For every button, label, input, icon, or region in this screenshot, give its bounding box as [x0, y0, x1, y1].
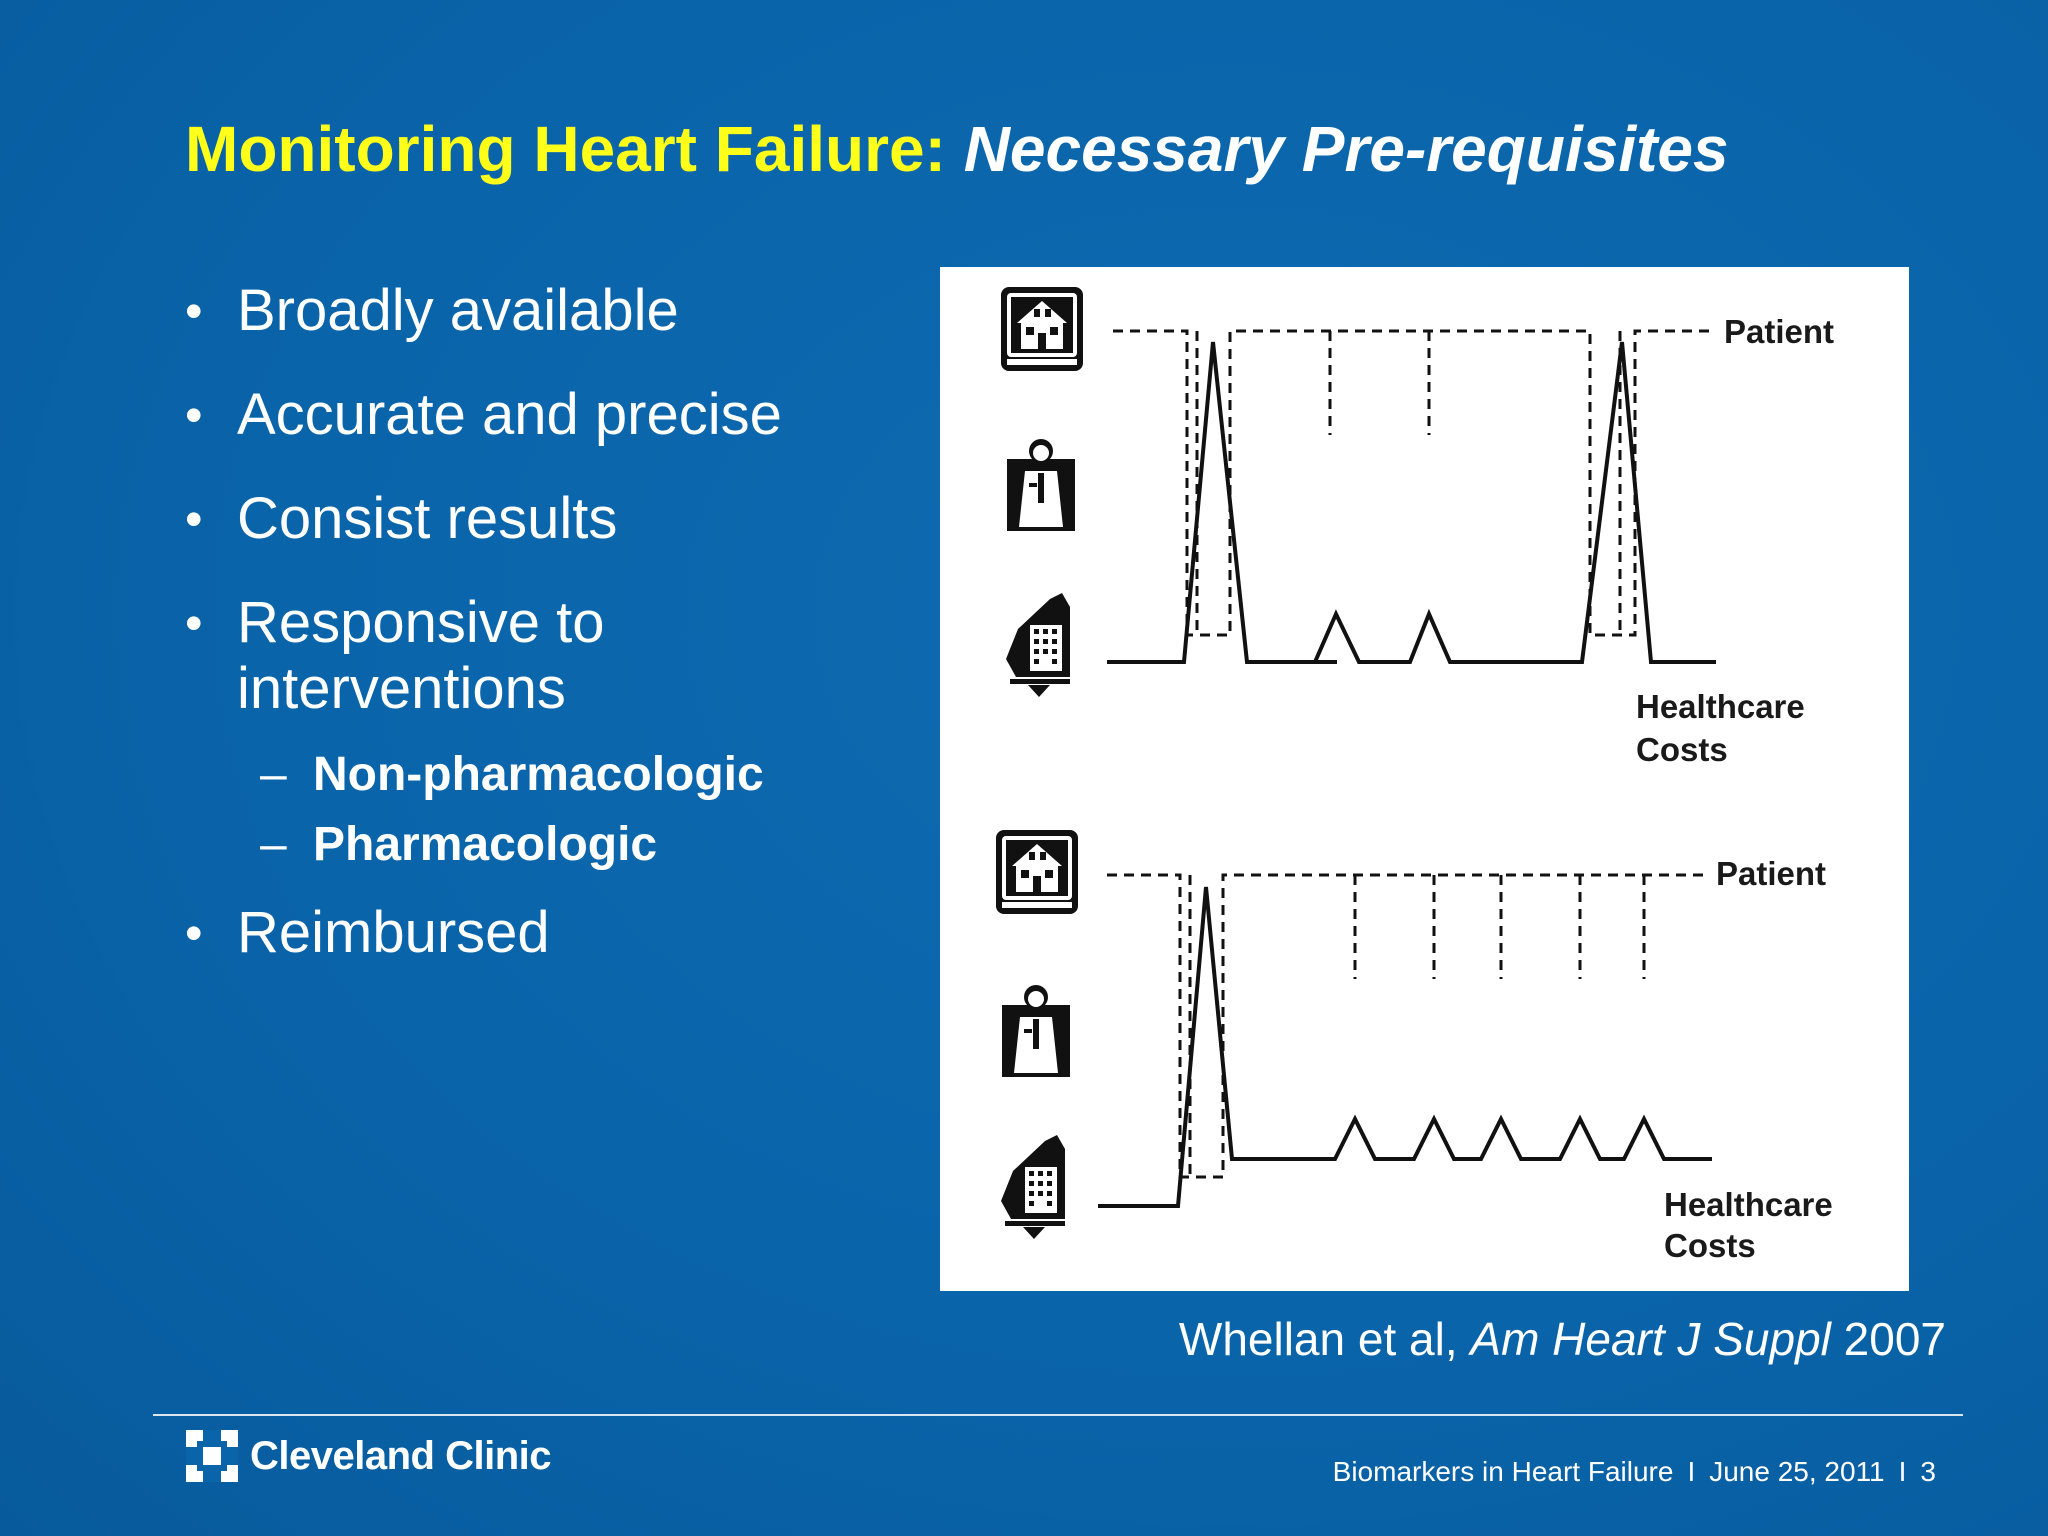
physician-icon — [1002, 985, 1070, 1077]
footer-date: June 25, 2011 — [1709, 1456, 1885, 1487]
costs-label-bottom-line1: Healthcare — [1664, 1186, 1833, 1223]
bullet-list — [185, 278, 885, 1004]
sub-bullet-item — [185, 746, 885, 804]
slide-title — [185, 112, 1729, 186]
sub-bullet-dash: – — [260, 748, 287, 801]
citation-year: 2007 — [1843, 1313, 1946, 1365]
home-icon — [1001, 287, 1083, 371]
title-main: Monitoring Heart Failure: — [185, 113, 946, 185]
costs-label-top-line1: Healthcare — [1636, 688, 1805, 725]
bullet-item — [185, 382, 885, 448]
footer-divider — [153, 1414, 1963, 1416]
footer-separator: I — [1687, 1456, 1696, 1487]
cleveland-clinic-logo — [186, 1430, 551, 1482]
bullet-dot: • — [185, 491, 203, 547]
bullet-dot: • — [185, 387, 203, 443]
bullet-text: Responsive to interventions — [237, 590, 605, 721]
slide-footer — [1333, 1456, 1936, 1488]
citation — [1179, 1312, 1946, 1366]
care-costs-figure — [940, 267, 1909, 1291]
bullet-item — [185, 590, 667, 722]
bullet-item — [185, 900, 885, 966]
sub-bullet-item — [185, 816, 885, 874]
bullet-dot: • — [185, 595, 203, 651]
bullet-item — [185, 278, 885, 344]
sub-bullet-text: Non-pharmacologic — [313, 748, 764, 801]
hospital-icon — [1006, 593, 1070, 697]
home-icon — [996, 830, 1078, 914]
sub-bullet-dash: – — [260, 818, 287, 871]
cleveland-clinic-logo-icon — [186, 1430, 238, 1482]
title-italic: Necessary Pre-requisites — [963, 113, 1729, 185]
bullet-item — [185, 486, 885, 552]
bullet-text: Accurate and precise — [237, 382, 782, 447]
patient-label-top: Patient — [1724, 313, 1835, 350]
physician-icon — [1007, 439, 1075, 531]
logo-text: Cleveland Clinic — [250, 1433, 551, 1478]
footer-page-number: 3 — [1920, 1456, 1936, 1487]
bullet-dot: • — [185, 905, 203, 961]
hospital-icon — [1001, 1135, 1065, 1239]
citation-journal: Am Heart J Suppl — [1470, 1313, 1831, 1365]
footer-presentation: Biomarkers in Heart Failure — [1332, 1456, 1674, 1487]
sub-bullet-text: Pharmacologic — [313, 818, 658, 871]
costs-label-top-line2: Costs — [1636, 731, 1728, 768]
bullet-text: Broadly available — [237, 278, 679, 343]
bullet-dot: • — [185, 283, 203, 339]
bullet-text: Reimbursed — [237, 900, 550, 965]
patient-trace-bottom — [1107, 875, 1706, 1177]
costs-label-bottom-line2: Costs — [1664, 1227, 1756, 1264]
bullet-text: Consist results — [237, 486, 618, 551]
patient-label-bottom: Patient — [1716, 855, 1827, 892]
footer-separator: I — [1898, 1456, 1907, 1487]
citation-authors: Whellan et al, — [1178, 1313, 1458, 1365]
figure-diagram — [940, 267, 1909, 1291]
